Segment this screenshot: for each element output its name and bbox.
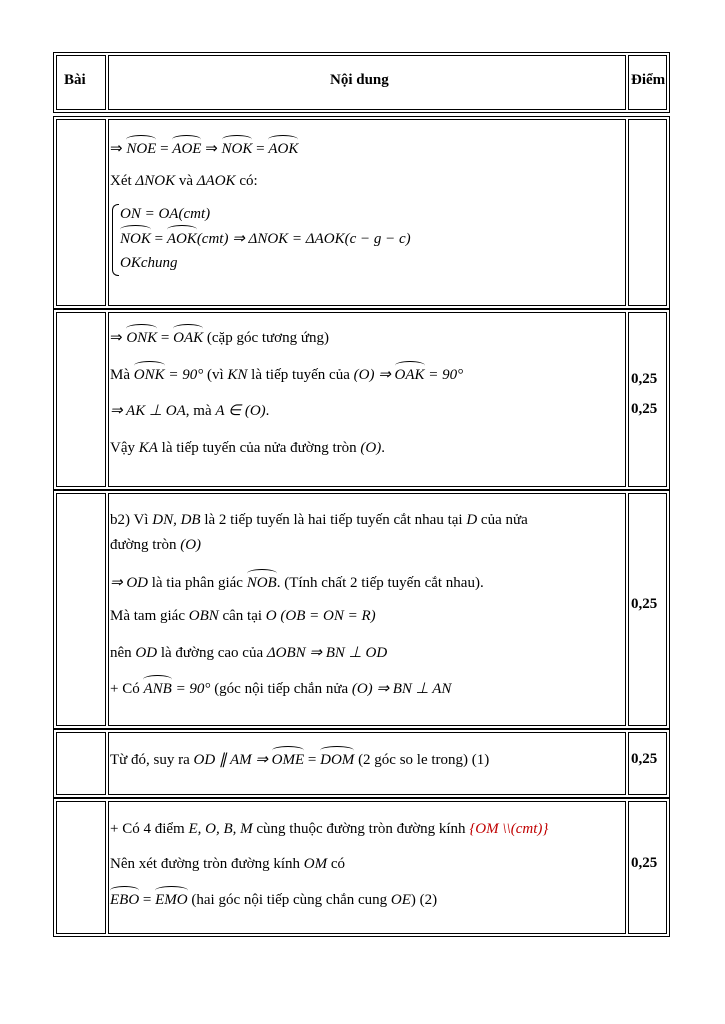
content-line: Xét ΔNOK và ΔAOK có: bbox=[110, 173, 258, 189]
content-line: OKchung bbox=[120, 255, 178, 271]
content-line: Mà ONK = 90° (vì KN là tiếp tuyến của (O) ⇒ OAK = 90° bbox=[110, 367, 464, 383]
content-line: + Có 4 điểm E, O, B, M cùng thuộc đường tròn đường kính {OM \\(cmt)} bbox=[110, 821, 549, 837]
row-cell-bai bbox=[56, 312, 106, 487]
row-cell-score bbox=[628, 312, 667, 487]
system-brace bbox=[112, 204, 119, 276]
header-bai-label: Bài bbox=[64, 72, 86, 88]
row-cell-bai bbox=[56, 732, 106, 795]
content-line: b2) Vì DN, DB là 2 tiếp tuyến là hai tiếp tuyến cắt nhau tại D của nửa bbox=[110, 512, 528, 528]
content-line: đường tròn (O) bbox=[110, 537, 202, 553]
header-noidung-label: Nội dung bbox=[330, 72, 389, 88]
header-diem-label: Điểm bbox=[631, 72, 666, 88]
content-line: ⇒ NOE = AOE ⇒ NOK = AOK bbox=[110, 141, 299, 157]
content-line: + Có ANB = 90° (góc nội tiếp chắn nửa (O) ⇒ BN ⊥ AN bbox=[110, 681, 452, 697]
score-value: 0,25 bbox=[631, 596, 658, 612]
content-line: Vậy KA là tiếp tuyến của nửa đường tròn (O). bbox=[110, 440, 385, 456]
content-line: Mà tam giác OBN cân tại O (OB = ON = R) bbox=[110, 608, 376, 624]
content-line: ⇒ OD là tia phân giác NOB. (Tính chất 2 tiếp tuyến cắt nhau). bbox=[110, 575, 484, 591]
content-line: EBO = EMO (hai góc nội tiếp cùng chắn cung OE) (2) bbox=[110, 892, 438, 908]
row-cell-bai bbox=[56, 119, 106, 306]
score-value: 0,25 bbox=[631, 371, 658, 387]
content-line: Nên xét đường tròn đường kính OM có bbox=[110, 856, 346, 872]
content-line: NOK = AOK(cmt) ⇒ ΔNOK = ΔAOK(c − g − c) bbox=[120, 231, 411, 247]
content-line: Từ đó, suy ra OD ∥ AM ⇒ OME = DOM (2 góc so le trong) (1) bbox=[110, 752, 490, 768]
row-cell-bai bbox=[56, 801, 106, 934]
score-value: 0,25 bbox=[631, 855, 658, 871]
content-line: ⇒ AK ⊥ OA, mà A ∈ (O). bbox=[110, 403, 270, 419]
row-cell-bai bbox=[56, 493, 106, 726]
score-value: 0,25 bbox=[631, 751, 658, 767]
score-value: 0,25 bbox=[631, 401, 658, 417]
content-line: nên OD là đường cao của ΔOBN ⇒ BN ⊥ OD bbox=[110, 645, 388, 661]
content-line: ⇒ ONK = OAK (cặp góc tương ứng) bbox=[110, 330, 329, 346]
row-cell-score bbox=[628, 119, 667, 306]
content-line: ON = OA(cmt) bbox=[120, 206, 211, 222]
